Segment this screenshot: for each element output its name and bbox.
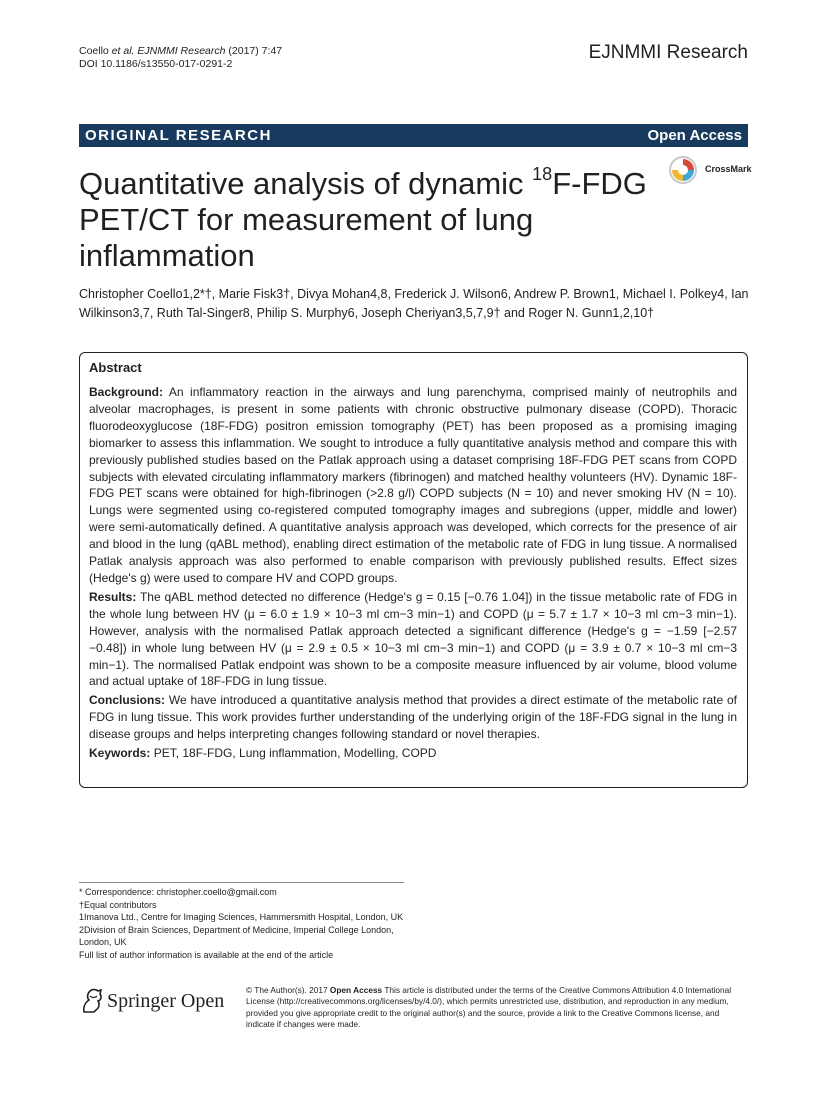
footnote-divider — [79, 882, 404, 883]
keywords-label: Keywords: — [89, 746, 151, 761]
conclusions-label: Conclusions: — [89, 693, 166, 708]
title-superscript: 18 — [532, 164, 553, 184]
article-type-banner — [79, 124, 748, 147]
journal-name: EJNMMI Research — [588, 42, 748, 63]
abstract-keywords — [89, 745, 737, 762]
abstract-background — [89, 384, 737, 587]
citation-line — [79, 45, 282, 58]
springer-open-text: Springer Open — [107, 990, 225, 1012]
springer-open-logo[interactable] — [79, 986, 239, 1018]
abstract-results — [89, 589, 737, 690]
license-open-access: Open Access — [329, 985, 383, 995]
background-label: Background: — [89, 385, 164, 399]
license-body: This article is distributed under the terms of the Creative Commons Attribution 4.0 International License (http://creativecommons.org/licenses/by/4.0/), which permits unrestricted use, distribution, and reproduction in any medium, provided you give appropriate credit to the original author(s) and the source, provide a link to the Creative Commons license, and indicate if changes were made. — [246, 985, 732, 1030]
citation-block — [79, 45, 282, 71]
correspondence[interactable]: * Correspondence: christopher.coello@gmail.com — [79, 887, 277, 897]
article-type-label: ORIGINAL RESEARCH — [85, 127, 272, 144]
crossmark-badge[interactable] — [668, 155, 753, 185]
abstract-heading: Abstract — [89, 360, 142, 375]
equal-contributors: †Equal contributors — [79, 899, 157, 910]
results-label: Results: — [89, 589, 137, 604]
author-line: Christopher Coello1,2*†, Marie Fisk3†, Divya Mohan4,8, Frederick J. Wilson6, Andrew P. Brown1, Michael I. Polkey4, Ian Wilkinson3,7, Ruth Tal-Singer8, Philip S. Murphy6, Joseph Cheriyan3,5,7,9† and Roger N. Gunn1,2,10† — [79, 287, 749, 320]
author-info-note: Full list of author information is available at the end of the article — [79, 949, 334, 960]
license-prefix: © The Author(s). 2017 — [246, 985, 330, 995]
crossmark-icon — [668, 155, 698, 185]
doi-line[interactable]: DOI 10.1186/s13550-017-0291-2 — [79, 58, 233, 70]
open-access-label[interactable]: Open Access — [647, 127, 742, 144]
results-text: The qABL method detected no difference (Hedge's g = 0.15 [−0.76 1.04]) in the tissue metabolic rate of FDG in the whole lung between HV (μ = 6.0 ± 1.9 × 10−3 ml cm−3 min−1) and COPD (μ = 5.7 ± 1.7 × 10−3 ml cm−3 min−1). However, analysis with the normalised Patlak approach detected a significant difference (Hedge's g = −1.59 [−2.57 −0.48]) in whole lung between HV (μ = 2.9 ± 0.5 × 10−3 ml cm−3 min−1) and COPD (μ = 3.9 ± 0.7 × 10−3 ml cm−3 min−1). The normalised Patlak endpoint was shown to be a composite measure influenced by air volume, blood volume and actual uptake of 18F-FDG in lung tissue. — [89, 589, 737, 689]
title-text-1: Quantitative analysis of dynamic — [79, 166, 533, 201]
background-text: An inflammatory reaction in the airways and lung parenchyma, comprised mainly of neutrophils and alveolar macrophages, is present in some patients with chronic obstructive pulmonary disease (COPD). Thoracic fluorodeoxyglucose (18F-FDG) positron emission tomography (PET) has been proposed as a promising imaging biomarker to assess this inflammation. We sought to introduce a fully quantitative analysis method and compare this with previously published studies based on the Patlak approach using a dataset comprising 18F-FDG PET scans from COPD subjects with elevated circulating inflammatory markers (fibrinogen) and matched healthy volunteers (HV). Dynamic 18F-FDG PET scans were obtained for high-fibrinogen (>2.8 g/l) COPD subjects (N = 10) and never smoking HV (N = 10). Lungs were segmented using co-registered computed tomography images and subregions (upper, middle and lower) were semi-automatically defined. A quantitative analysis approach was developed, which corrects for the presence of air and blood in the lung (qABL method), enabling direct estimation of the metabolic rate of FDG in lung tissue. A normalised Patlak analysis approach was also performed to enable comparison with previously published results. Effect sizes (Hedge's g) were used to compare HV and COPD groups. — [89, 385, 737, 585]
citation-authors: Coello — [79, 45, 109, 57]
abstract-conclusions — [89, 692, 737, 743]
article-title — [79, 166, 649, 274]
abstract-body — [89, 384, 737, 764]
citation-volume: (2017) 7:47 — [225, 45, 283, 57]
affiliation-1: 1Imanova Ltd., Centre for Imaging Sciences, Hammersmith Hospital, London, UK — [79, 912, 404, 923]
footnotes — [79, 886, 409, 962]
license-text — [246, 985, 746, 1031]
affiliation-2: 2Division of Brain Sciences, Department of Medicine, Imperial College London, London, UK — [79, 924, 394, 948]
citation-journal: et al. EJNMMI Research — [111, 45, 226, 57]
conclusions-text: We have introduced a quantitative analysis method that provides a direct estimate of the metabolic rate of FDG in lung tissue. This work provides further understanding of the underlying origin of the 18F-FDG signal in the lung in disease groups and helps interpreting changes following standard or novel therapies. — [89, 693, 737, 742]
author-list — [79, 285, 749, 323]
springer-horse-icon — [79, 986, 105, 1016]
abstract-box — [79, 352, 748, 788]
title-text-2: F-FDG PET/CT for measurement of lung inflammation — [79, 166, 647, 273]
crossmark-label: CrossMark — [705, 164, 752, 174]
keywords-text: PET, 18F-FDG, Lung inflammation, Modelling, COPD — [153, 746, 437, 761]
